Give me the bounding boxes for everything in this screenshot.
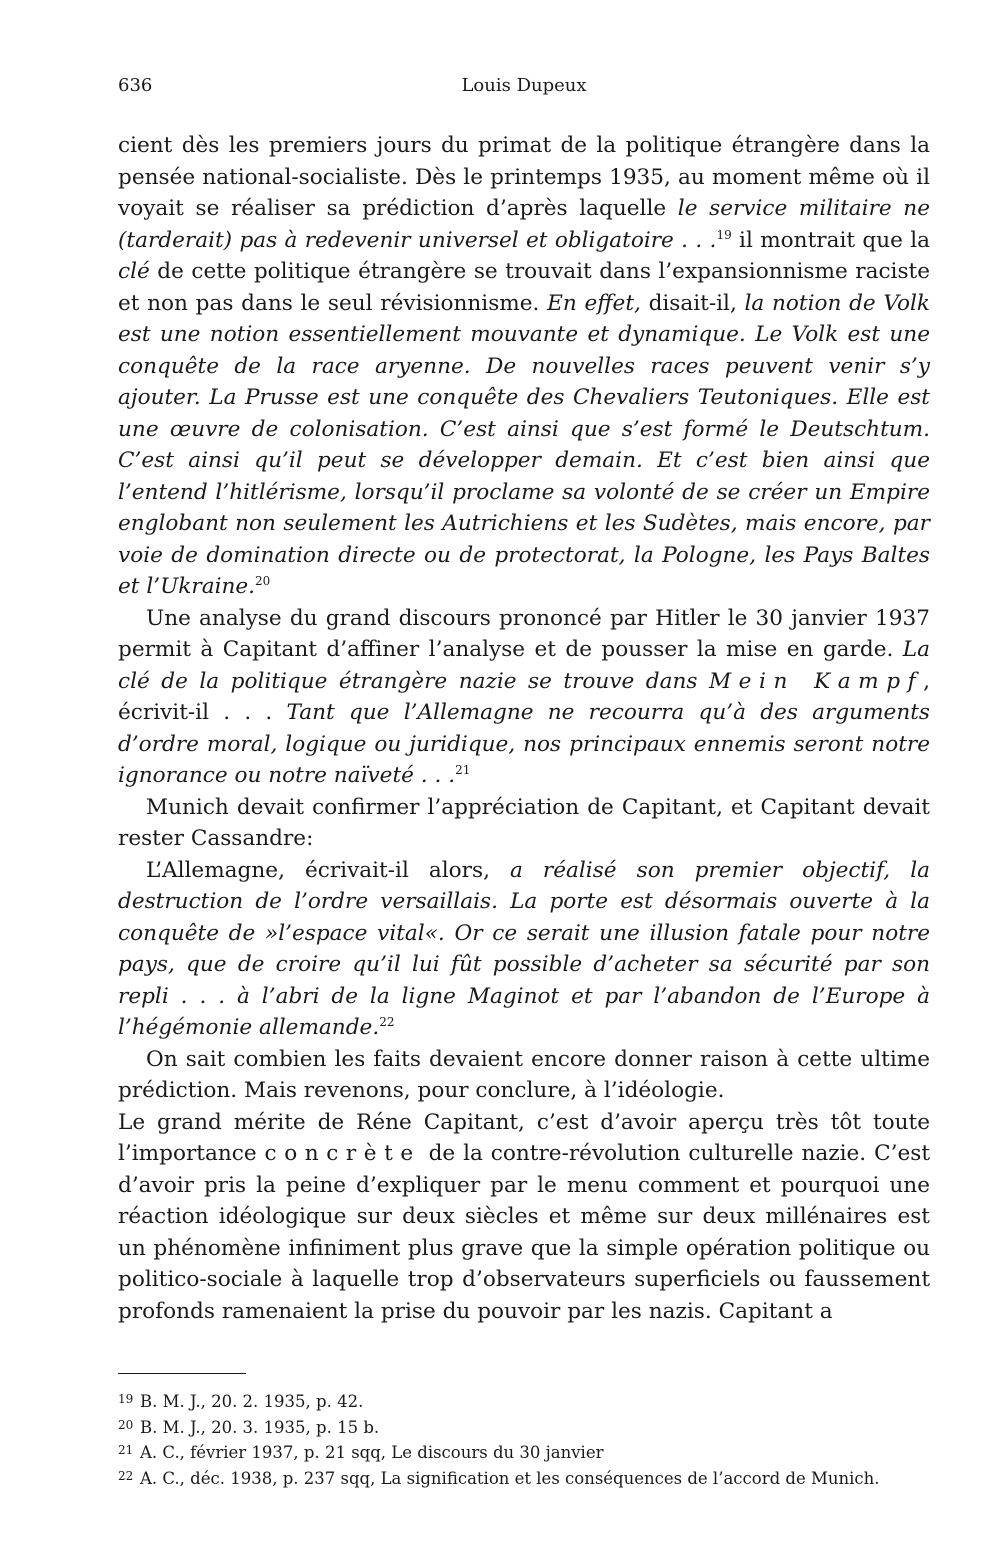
paragraph-6: Le grand mérite de Réne Capitant, c’est d’avoir aperçu très tôt toute l’importance concrète de la contre-révolution culturelle nazie. C’est d’avoir pris la peine d’expliquer par le menu comment et pourquoi une réaction idéologique sur deux siècles et même sur deux millénaires est un phénomène infiniment plus grave que la simple opération politique ou politico-sociale à laquelle trop d’observateurs superficiels ou faussement profonds ramenaient la prise du pouvoir par les nazis. Capitant a: [118, 1109, 930, 1324]
footnote: [118, 1439, 930, 1465]
page-number: 636: [118, 75, 153, 96]
running-head: Louis Dupeux: [461, 75, 587, 96]
footnote-ref-22: 22: [379, 1015, 395, 1029]
spaced-title: Mein Kampf: [709, 668, 924, 694]
footnote-number: 21: [118, 1443, 134, 1457]
paragraph-3: Munich devait confirmer l’appréciation de Capitant, et Capitant devait rester Cassandre:: [118, 794, 930, 851]
footnote-ref-20: 20: [255, 574, 271, 588]
footnote-number: 22: [118, 1468, 134, 1483]
footnote-ref-19: 19: [716, 227, 732, 242]
footnotes: [118, 1388, 930, 1490]
paragraph-1: cient dès les premiers jours du primat de la politique étrangère dans la pensée national-socialiste. Dès le printemps 1935, au moment même où il voyait se réaliser sa prédiction d’après laquelle le service militaire ne (tarderait) pas à redevenir universel et obligatoire . . .$^{19}$ il montrait que la clé de cette politique étrangère se trouvait dans l’expansionnisme raciste et non pas dans le seul révisionnisme. En effet, disait-il, la notion de Volk est une notion essentiellement mouvante et dynamique. Le Volk est une conquête de la race aryenne. De nouvelles races peuvent venir s’y ajouter. La Prusse est une conquête des Chevaliers Teutoniques. Elle est une œuvre de colonisation. C’est ainsi que s’est formé le Deutschtum. C’est ainsi qu’il peut se développer demain. Et c’est bien ainsi que l’entend l’hitlérisme, lorsqu’il proclame sa volonté de se créer un Empire englobant non seulement les Autrichiens et les Sudètes, mais encore, par voie de domination directe ou de protectorat, la Pologne, les Pays Baltes et l’Ukraine.$^{20}$: [118, 133, 930, 599]
footnote-ref-21: 21: [455, 763, 471, 777]
paragraph-4: L’Allemagne, écrivait-il alors, a réalisé son premier objectif, la destruction de l’ordre versaillais. La porte est désormais ouverte à la conquête de »l’espace vital«. Or ce serait une illusion fatale pour notre pays, que de croire qu’il lui fût possible d’acheter sa sécurité par son repli . . . à l’abri de la ligne Maginot et par l’abandon de l’Europe à l’hégémonie allemande.$^{22}$: [118, 857, 930, 1040]
footnote-text: A. C., déc. 1938, p. 237 sqq, La signification et les conséquences de l’accord de Munich.: [140, 1468, 880, 1488]
footnote-text: B. M. J., 20. 2. 1935, p. 42.: [140, 1392, 364, 1411]
footnote-divider: [118, 1373, 246, 1374]
body-text: [118, 130, 930, 1327]
footnote-number: 19: [118, 1392, 134, 1406]
footnote-number: 20: [118, 1417, 134, 1432]
spaced-word: concrète: [264, 1141, 421, 1166]
footnote: [118, 1414, 930, 1440]
footnote: [118, 1388, 930, 1414]
footnote-text: A. C., février 1937, p. 21 sqq, Le discours du 30 janvier: [140, 1443, 604, 1462]
paragraph-5: On sait combien les faits devaient encore donner raison à cette ultime prédiction. Mais revenons, pour conclure, à l’idéologie.: [118, 1046, 930, 1103]
footnote-text: B. M. J., 20. 3. 1935, p. 15 b.: [140, 1417, 380, 1437]
footnote: [118, 1465, 930, 1491]
paragraph-2: Une analyse du grand discours prononcé par Hitler le 30 janvier 1937 permit à Capitant d’affiner l’analyse et de pousser la mise en garde. La clé de la politique étrangère nazie se trouve dans Mein Kampf, écrivit-il . . . Tant que l’Allemagne ne recourra qu’à des arguments d’ordre moral, logique ou juridique, nos principaux ennemis seront notre ignorance ou notre naïveté . . .$^{21}$: [118, 605, 930, 788]
